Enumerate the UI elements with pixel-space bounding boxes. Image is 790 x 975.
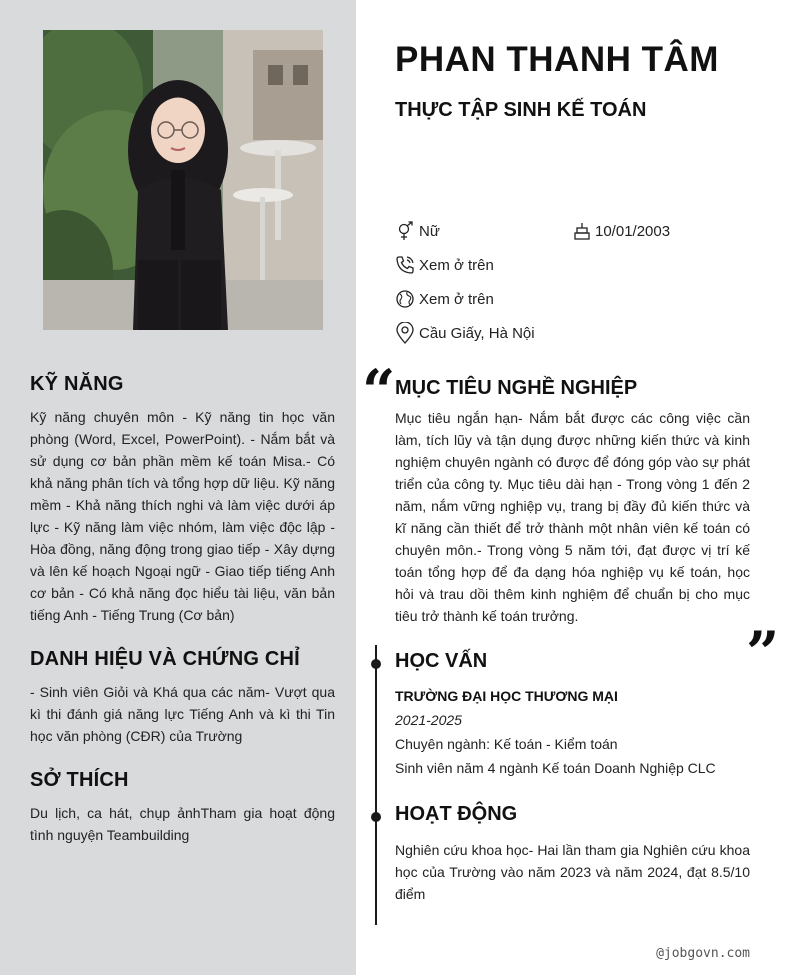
timeline-dot-activities <box>371 812 381 822</box>
education-title: HỌC VẤN <box>395 650 488 672</box>
gender-row <box>395 220 440 242</box>
website-value: Xem ở trên <box>419 290 494 308</box>
address-value: Cầu Giấy, Hà Nội <box>419 324 535 342</box>
skills-text: Kỹ năng chuyên môn - Kỹ năng tin học văn phòng (Word, Excel, PowerPoint). - Nắm bắt và sử dụng cơ bản phần mềm kế toán Misa.- Có khả năng phân tích và tổng hợp dữ liệu. Kỹ năng mềm - Khả năng thích nghi và làm việc dưới áp lực - Kỹ năng làm việc nhóm, làm việc độc lập - Hòa đồng, năng động trong giao tiếp - Xây dựng và lên kế hoạch Ngoại ngữ - Giao tiếp tiếng Anh cơ bản - Có khả năng đọc hiểu tài liệu, văn bản tiếng Anh - Tiếng Trung (Cơ bản) <box>30 409 335 623</box>
cake-icon <box>573 221 591 241</box>
candidate-role: THỰC TẬP SINH KẾ TOÁN <box>395 99 647 121</box>
objective-title: MỤC TIÊU NGHỀ NGHIỆP <box>395 377 638 399</box>
candidate-name: PHAN THANH TÂM <box>395 40 719 79</box>
globe-icon <box>395 289 415 309</box>
address-row <box>395 322 535 344</box>
education-school: TRƯỜNG ĐẠI HỌC THƯƠNG MẠI <box>395 688 618 704</box>
hobbies-section <box>30 769 335 846</box>
awards-section <box>30 648 335 747</box>
watermark: @jobgovn.com <box>656 946 750 961</box>
activities-title: HOẠT ĐỘNG <box>395 803 518 825</box>
hobbies-text: Du lịch, ca hát, chụp ảnhTham gia hoạt động tình nguyện Teambuilding <box>30 805 335 843</box>
hobbies-title: SỞ THÍCH <box>30 769 129 791</box>
timeline-line <box>375 645 377 925</box>
website-row <box>395 288 494 310</box>
gender-value: Nữ <box>419 222 440 240</box>
phone-icon <box>395 255 415 275</box>
awards-title: DANH HIỆU VÀ CHỨNG CHỈ <box>30 648 300 670</box>
skills-section <box>30 373 335 626</box>
birthdate-row <box>573 220 670 242</box>
close-quote-icon: ” <box>746 619 780 687</box>
gender-icon <box>395 221 415 241</box>
skills-title: KỸ NĂNG <box>30 373 124 395</box>
phone-value: Xem ở trên <box>419 256 494 274</box>
open-quote-icon: “ <box>362 357 396 425</box>
phone-row <box>395 254 494 276</box>
timeline-dot-education <box>371 659 381 669</box>
awards-text: - Sinh viên Giỏi và Khá qua các năm- Vượt qua kì thi đánh giá năng lực Tiếng Anh và kì thi Tin học văn phòng (CĐR) của Trường <box>30 684 335 744</box>
education-period: 2021-2025 <box>395 712 462 728</box>
map-pin-icon <box>395 322 415 344</box>
objective-text: Mục tiêu ngắn hạn- Nắm bắt được các công việc cần làm, tích lũy và tận dụng được những kiến thức và kinh nghiệm chuyên ngành có được để đóng góp vào sự phát triển của công ty. Mục tiêu dài hạn - Trong vòng 1 đến 2 năm, nắm vững nghiệp vụ, trang bị đầy đủ kiến thức và kĩ năng cần thiết để trở thành một nhân viên kế toán có chuyên môn.- Trong vòng 5 năm tới, đạt được vị trí kế toán tổng hợp để đa dạng hóa nghiệp vụ kế toán, học hỏi và trau dồi thêm kinh nghiệm để chuẩn bị cho mục tiêu trở thành kế toán trưởng. <box>395 410 750 624</box>
activities-text: Nghiên cứu khoa học- Hai lần tham gia Nghiên cứu khoa học của Trường vào năm 2023 và năm 2024, đạt 8.5/10 điểm <box>395 842 750 902</box>
birthdate-value: 10/01/2003 <box>595 222 671 240</box>
profile-photo <box>43 30 323 330</box>
education-major: Chuyên ngành: Kế toán - Kiểm toán <box>395 736 618 752</box>
education-note: Sinh viên năm 4 ngành Kế toán Doanh Nghiệp CLC <box>395 760 716 776</box>
